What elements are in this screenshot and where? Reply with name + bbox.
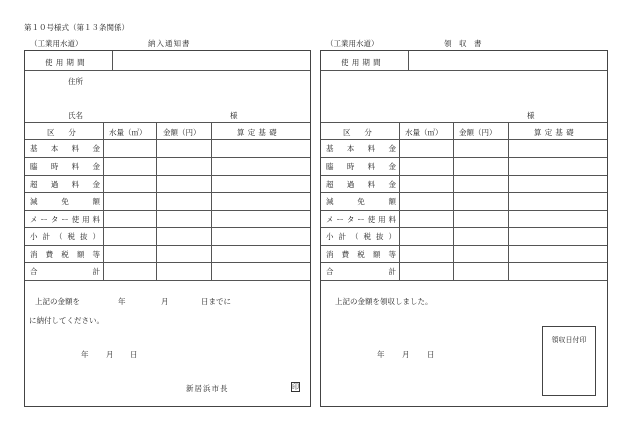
- usage-period-label: 使用期間: [45, 58, 88, 67]
- receipt-year: 年: [377, 350, 385, 359]
- notice-line2: に納付してください。: [29, 316, 104, 325]
- row-reduction: 減免額: [326, 197, 396, 206]
- row-reduction: 減免額: [30, 197, 100, 206]
- row-subtotal: 小計（税抜）: [326, 232, 396, 241]
- received-statement: 上記の金額を領収しました。: [335, 297, 433, 306]
- issue-day: 日: [130, 350, 138, 359]
- column-header-amount: 金額（円）: [163, 128, 201, 137]
- notice-day-until: 日までに: [201, 297, 231, 306]
- row-basic-charge: 基本料金: [326, 144, 396, 153]
- column-header-volume: 水量（㎥）: [405, 128, 443, 137]
- column-header-category: 区 分: [47, 128, 80, 137]
- payment-notice-form: [24, 50, 311, 407]
- issue-year: 年: [81, 350, 89, 359]
- address-label: 住所: [68, 77, 83, 86]
- honorific: 様: [230, 111, 238, 120]
- issue-month: 月: [106, 350, 114, 359]
- column-header-basis: 算定基礎: [237, 128, 280, 137]
- row-excess-charge: 超過料金: [30, 180, 100, 189]
- form-number: 第１０号様式（第１３条関係）: [24, 23, 129, 32]
- right-title: 領 収 書: [444, 39, 482, 48]
- honorific: 様: [527, 111, 535, 120]
- row-temporary-charge: 臨時料金: [30, 162, 100, 171]
- left-title: 納入通知書: [148, 39, 191, 48]
- receipt-day: 日: [427, 350, 435, 359]
- left-category: （工業用水道）: [30, 39, 83, 48]
- seal-mark: 印: [292, 383, 299, 391]
- notice-month: 月: [161, 297, 169, 306]
- row-total: 合計: [30, 267, 100, 276]
- notice-lead: 上記の金額を: [35, 297, 80, 306]
- notice-year: 年: [118, 297, 126, 306]
- row-subtotal: 小計（税抜）: [30, 232, 100, 241]
- name-label: 氏名: [68, 111, 83, 120]
- issuer-mayor: 新居浜市長: [186, 384, 229, 393]
- receipt-month: 月: [402, 350, 410, 359]
- row-consumption-tax: 消費税額等: [326, 250, 396, 259]
- row-consumption-tax: 消費税額等: [30, 250, 100, 259]
- usage-period-label: 使用期間: [341, 58, 384, 67]
- row-basic-charge: 基本料金: [30, 144, 100, 153]
- row-temporary-charge: 臨時料金: [326, 162, 396, 171]
- receipt-date-stamp-box: [542, 326, 596, 396]
- receipt-date-stamp-label: 領収日付印: [551, 336, 587, 344]
- column-header-category: 区 分: [343, 128, 376, 137]
- row-meter-fee: メーター使用料: [326, 215, 396, 224]
- column-header-amount: 金額（円）: [459, 128, 497, 137]
- receipt-form: [320, 50, 608, 407]
- right-category: （工業用水道）: [326, 39, 379, 48]
- column-header-volume: 水量（㎥）: [109, 128, 147, 137]
- row-excess-charge: 超過料金: [326, 180, 396, 189]
- row-meter-fee: メーター使用料: [30, 215, 100, 224]
- column-header-basis: 算定基礎: [534, 128, 577, 137]
- row-total: 合計: [326, 267, 396, 276]
